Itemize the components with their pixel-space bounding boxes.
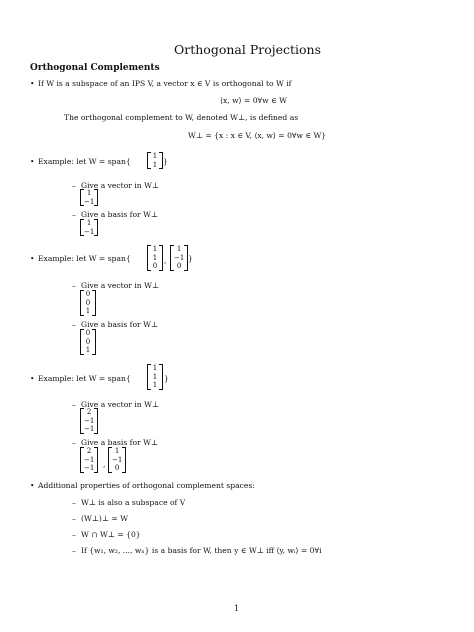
vector-entry: 2 [86,447,92,455]
vector-entry: −1 [84,416,95,425]
property-item: – If {w₁, w₂, ..., wₙ} is a basis for W, then y ∈ W⊥ iff ⟨y, wᵢ⟩ = 0∀i [81,546,322,556]
vector-entry: 1 [114,447,120,455]
definition-bullet: • If W is a subspace of an IPS V, a vector x ∈ V is orthogonal to W if [38,79,291,89]
vector-entry: 1 [85,346,91,354]
vector-entry: −1 [84,227,95,236]
vector-entry: 1 [86,189,92,197]
vector-entry: −1 [84,197,95,206]
properties-heading: • Additional properties of orthogonal complement spaces: [38,481,255,491]
vector-entry: 1 [152,372,158,381]
vector-entry: 1 [152,364,158,372]
vector-entry: 0 [85,337,91,346]
example-2-answer-vector [80,290,96,316]
vector-entry: −1 [112,455,123,464]
page-number: 1 [234,604,240,613]
vector-entry: 0 [85,298,91,307]
vector-entry: 2 [86,408,92,416]
example-1-answer-vector [80,189,98,206]
example-1-label: • Example: let W = span{ [38,157,131,167]
vector-entry: 1 [85,307,91,315]
example-1-question-vector: – Give a vector in W⊥ [81,181,159,191]
vector-entry: 0 [85,290,91,298]
vector-entry: −1 [174,253,185,262]
property-item: – W ∩ W⊥ = {0} [81,530,141,540]
example-3-question-vector: – Give a vector in W⊥ [81,400,159,410]
vector-entry: 1 [152,160,158,169]
vector-entry: 1 [152,245,158,253]
example-3-label: • Example: let W = span{ [38,374,131,384]
example-3-answer-basis-1 [80,447,98,473]
closing-brace: } [164,374,169,383]
vector-entry: 1 [152,253,158,262]
example-2-answer-basis [80,329,96,355]
section-heading: Orthogonal Complements [30,63,160,73]
example-3-span-vector [147,364,163,390]
example-2-question-basis: – Give a basis for W⊥ [81,320,158,330]
example-2-question-vector: – Give a vector in W⊥ [81,281,159,291]
page-title: Orthogonal Projections [174,42,322,57]
vector-separator: , [164,256,167,265]
vector-entry: 1 [86,219,92,227]
example-3-answer-basis-2 [108,447,126,473]
example-1-question-basis: – Give a basis for W⊥ [81,210,158,220]
vector-entry: −1 [84,464,95,472]
vector-entry: 0 [85,329,91,337]
orthogonality-equation: ⟨x, w⟩ = 0∀w ∈ W [220,96,287,105]
example-2-span-vector-1 [147,245,163,271]
example-2-label: • Example: let W = span{ [38,254,131,264]
example-3-question-basis: – Give a basis for W⊥ [81,438,158,448]
property-item: – (W⊥)⊥ = W [81,514,128,524]
vector-entry: 1 [152,381,158,389]
example-1-span-vector [147,152,163,169]
example-1-answer-basis [80,219,98,236]
vector-entry: 0 [176,262,182,270]
vector-entry: 1 [152,152,158,160]
example-3-answer-vector [80,408,98,434]
vector-entry: 0 [114,464,120,472]
property-item: – W⊥ is also a subspace of V [81,498,185,508]
vector-entry: −1 [84,425,95,433]
vector-entry: 0 [152,262,158,270]
complement-equation: W⊥ = {x : x ∈ V, ⟨x, w⟩ = 0∀w ∈ W} [188,131,327,140]
closing-brace: } [163,157,168,166]
example-2-span-vector-2 [170,245,188,271]
closing-brace: } [188,254,193,263]
vector-entry: −1 [84,455,95,464]
vector-entry: 1 [176,245,182,253]
vector-separator: , [103,460,106,469]
complement-definition-text: The orthogonal complement to W, denoted W⊥, is defined as [64,113,299,122]
